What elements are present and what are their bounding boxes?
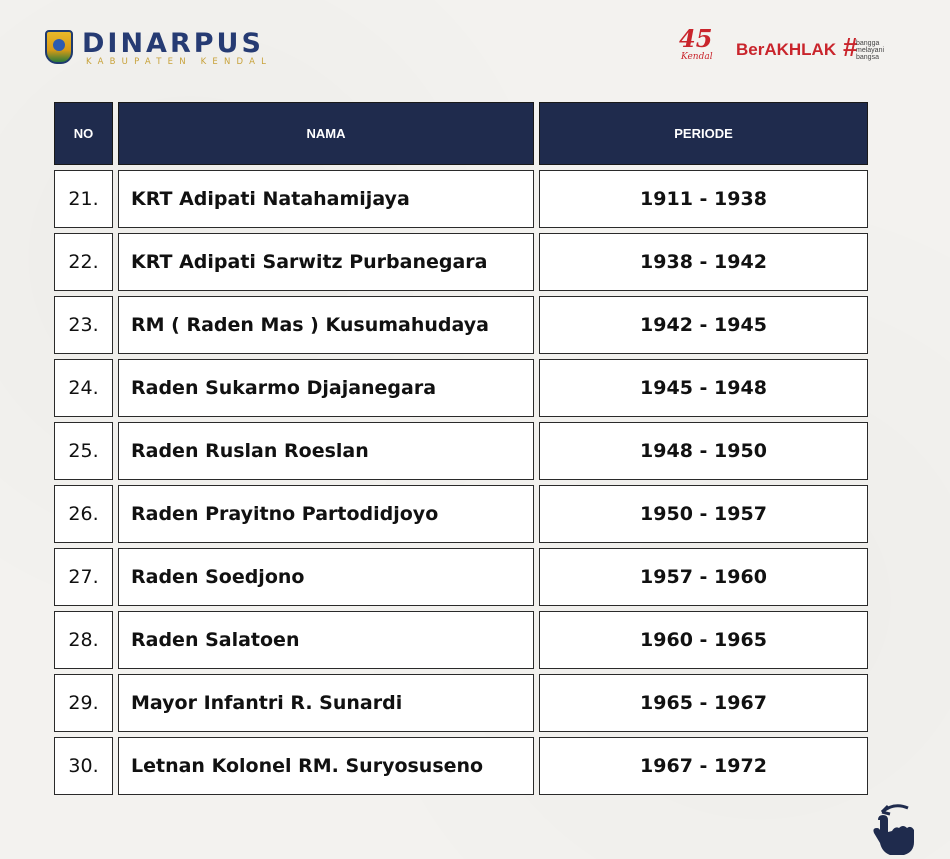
cell-nama: Raden Prayitno Partodidjoyo xyxy=(118,485,534,543)
table-row xyxy=(54,233,868,291)
cell-periode: 1957 - 1960 xyxy=(539,548,868,606)
cell-periode: 1948 - 1950 xyxy=(539,422,868,480)
column-header-nama: NAMA xyxy=(118,102,534,165)
cell-nama: Mayor Infantri R. Sunardi xyxy=(118,674,534,732)
kendal-crest-icon xyxy=(45,30,73,64)
cell-periode: 1950 - 1957 xyxy=(539,485,868,543)
cell-periode: 1938 - 1942 xyxy=(539,233,868,291)
cell-nama: KRT Adipati Sarwitz Purbanegara xyxy=(118,233,534,291)
cell-no: 30. xyxy=(54,737,113,795)
table-header-row xyxy=(54,102,868,165)
cell-periode: 1960 - 1965 xyxy=(539,611,868,669)
cell-periode: 1967 - 1972 xyxy=(539,737,868,795)
table-row xyxy=(54,548,868,606)
tagline-line: bangga xyxy=(856,40,880,47)
dinarpus-logo-text: DINARPUS xyxy=(82,28,264,59)
cell-nama: Raden Salatoen xyxy=(118,611,534,669)
cell-no: 27. xyxy=(54,548,113,606)
table-row xyxy=(54,296,868,354)
tagline-line: bangsa xyxy=(856,54,879,61)
cell-no: 23. xyxy=(54,296,113,354)
column-header-periode: PERIODE xyxy=(539,102,868,165)
swipe-hand-icon[interactable] xyxy=(868,800,920,856)
cell-nama: RM ( Raden Mas ) Kusumahudaya xyxy=(118,296,534,354)
berakhlak-logo: BerAKHLAK xyxy=(736,40,837,59)
table-row xyxy=(54,359,868,417)
cell-nama: Raden Sukarmo Djajanegara xyxy=(118,359,534,417)
kendal-anniversary-logo xyxy=(679,24,721,66)
cell-no: 24. xyxy=(54,359,113,417)
cell-no: 28. xyxy=(54,611,113,669)
tagline xyxy=(856,40,884,61)
dinarpus-logo-subtitle: KABUPATEN KENDAL xyxy=(86,57,273,67)
cell-no: 25. xyxy=(54,422,113,480)
cell-periode: 1911 - 1938 xyxy=(539,170,868,228)
column-header-no: NO xyxy=(54,102,113,165)
cell-no: 29. xyxy=(54,674,113,732)
table-row xyxy=(54,485,868,543)
cell-nama: Letnan Kolonel RM. Suryosuseno xyxy=(118,737,534,795)
kendal-logo-number: 4​5 xyxy=(679,24,713,53)
cell-no: 26. xyxy=(54,485,113,543)
cell-periode: 1945 - 1948 xyxy=(539,359,868,417)
cell-nama: Raden Ruslan Roeslan xyxy=(118,422,534,480)
table-row xyxy=(54,170,868,228)
table-row xyxy=(54,674,868,732)
cell-periode: 1942 - 1945 xyxy=(539,296,868,354)
table-row xyxy=(54,611,868,669)
kendal-logo-text: Kendal xyxy=(681,52,713,62)
cell-nama: Raden Soedjono xyxy=(118,548,534,606)
tagline-line: melayani xyxy=(856,47,885,54)
page-header xyxy=(0,0,950,100)
cell-nama: KRT Adipati Natahamijaya xyxy=(118,170,534,228)
cell-no: 21. xyxy=(54,170,113,228)
hashtag-mark: # xyxy=(843,32,858,62)
table-row xyxy=(54,737,868,795)
cell-periode: 1965 - 1967 xyxy=(539,674,868,732)
table-row xyxy=(54,422,868,480)
cell-no: 22. xyxy=(54,233,113,291)
bupati-table xyxy=(54,102,868,800)
